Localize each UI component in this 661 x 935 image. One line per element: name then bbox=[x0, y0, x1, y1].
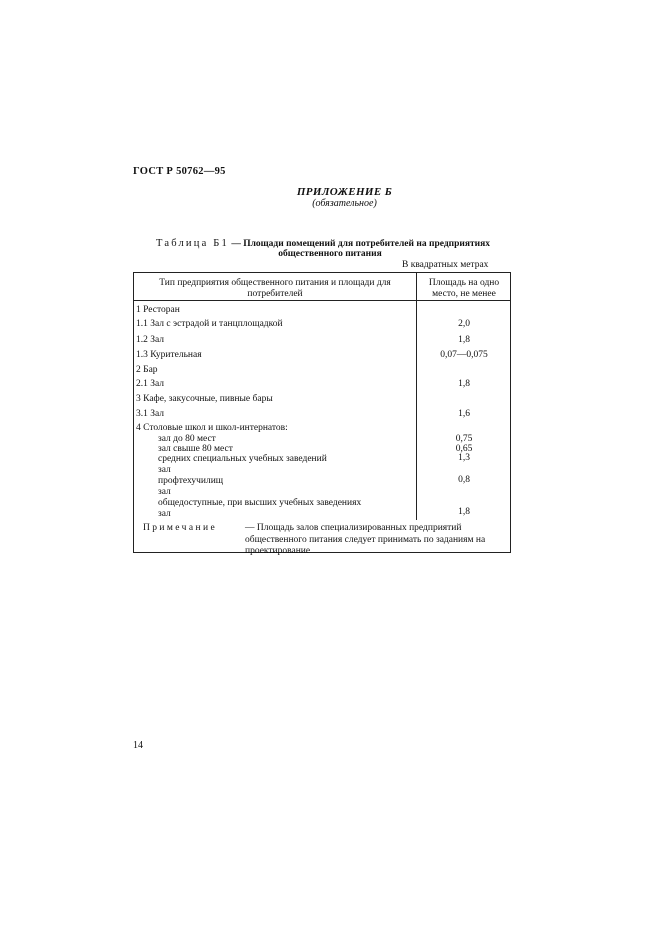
table-row-label: 2.1 Зал bbox=[136, 379, 165, 389]
table-row-value: 0,75 bbox=[455, 434, 473, 444]
table-row-label: 3 Кафе, закусочные, пивные бары bbox=[136, 394, 273, 404]
table-note-label: Примечание bbox=[143, 523, 218, 533]
table-row-value: 1,8 bbox=[458, 507, 470, 517]
appendix-subtitle: (обязательное) bbox=[312, 198, 377, 209]
header-divider bbox=[133, 300, 511, 301]
page-number: 14 bbox=[133, 740, 143, 751]
appendix-title: ПРИЛОЖЕНИЕ Б bbox=[296, 186, 393, 198]
document-header: ГОСТ Р 50762—95 bbox=[133, 166, 226, 177]
table-row-label: зал свыше 80 мест bbox=[158, 444, 233, 454]
column-header-area: Площадь на одно место, не менее bbox=[428, 278, 500, 299]
table-caption-line2: общественного питания bbox=[278, 249, 382, 259]
table-row-value: 0,8 bbox=[458, 475, 470, 485]
table-row-label: 2 Бар bbox=[136, 365, 158, 375]
table-row-label: 1.1 Зал с эстрадой и танцплощадкой bbox=[136, 319, 283, 329]
table-row-label: зал до 80 мест bbox=[158, 434, 216, 444]
table-row-value: 2,0 bbox=[458, 319, 470, 329]
table-row-label: зал bbox=[158, 465, 171, 475]
table-row-label: 3.1 Зал bbox=[136, 409, 165, 419]
column-divider bbox=[416, 272, 417, 520]
table-note-text: — Площадь залов специализированных предприятий общественного питания следует принимать по заданиям на проектирование bbox=[245, 523, 486, 556]
table-row-label: 1 Ресторан bbox=[136, 305, 180, 315]
table-row-value: 1,8 bbox=[458, 335, 470, 345]
table-row-value: 1,6 bbox=[458, 409, 470, 419]
table-note-label-wrap bbox=[143, 523, 217, 533]
table-row-label: зал bbox=[158, 509, 171, 519]
table-row-label: профтехучилищ bbox=[158, 476, 224, 486]
table-row-label: 4 Столовые школ и школ-интернатов: bbox=[136, 423, 288, 433]
table-caption bbox=[156, 238, 490, 249]
table-row-value: 1,8 bbox=[458, 379, 470, 389]
table-row-label: общедоступные, при высших учебных заведениях bbox=[158, 498, 362, 508]
table-caption-text: — Площади помещений для потребителей на предприятиях bbox=[228, 239, 491, 249]
table-row-label: средних специальных учебных заведений bbox=[158, 454, 327, 464]
table-caption-label: Таблица Б1 bbox=[156, 238, 229, 249]
table-row-value: 0,07—0,075 bbox=[440, 350, 488, 360]
table-row-label: 1.2 Зал bbox=[136, 335, 165, 345]
table-row-label: зал bbox=[158, 487, 171, 497]
table-row-label: 1.3 Курительная bbox=[136, 350, 202, 360]
table-row-value: 0,65 bbox=[455, 444, 473, 454]
column-header-type: Тип предприятия общественного питания и площади для потребителей bbox=[159, 278, 391, 299]
units-label: В квадратных метрах bbox=[402, 260, 489, 270]
table-row-value: 1,3 bbox=[458, 453, 470, 463]
